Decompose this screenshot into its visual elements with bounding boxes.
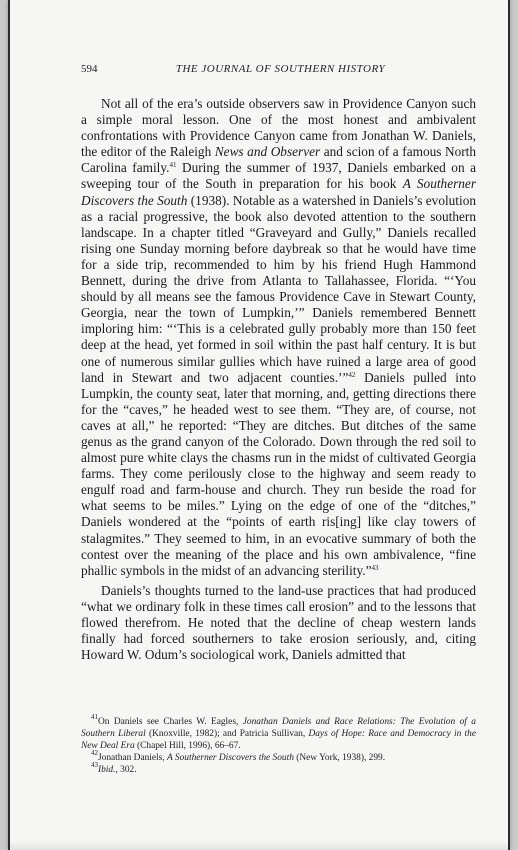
ibid-abbreviation: Ibid. xyxy=(98,765,116,775)
running-head xyxy=(81,63,460,77)
paragraph-text: and scion of a famous North Carolina family. xyxy=(81,144,477,176)
paragraph-text: Daniels pulled into Lumpkin, the county seat, later that morning, and, getting directions there for the “caves,” he headed west to see them. “They are, of course, not caves at all,” he reported: “They are ditches. But ditches of the same genus as the grand canyon of the Colorado. Down through the red soil to almost pure white clays the chasms run in the midst of cultivated Georgia farms. They come perilously close to the highway and seem ready to engulf road and farm-house and church. They run beside the road for what seems to be miles.” Lying on the edge of one of the “ditches,” Daniels wondered at the “points of earth ris[ing] like clay towers of stalagmites.” They seemed to him, in an evocative summary of both the contest over the meaning of the place and his own ambivalence, “fine phallic symbols in the midst of an advancing sterility.” xyxy=(81,369,476,578)
footnote-ref-43: 43 xyxy=(371,563,379,572)
footnote-ref-42: 42 xyxy=(348,370,356,379)
footnote-43 xyxy=(81,761,476,776)
body-text xyxy=(81,96,476,663)
book-page xyxy=(8,0,510,850)
footnote-text: , 302. xyxy=(115,765,137,775)
footnote-ref-41: 41 xyxy=(169,161,177,170)
footnote-text: Jonathan Daniels, xyxy=(98,753,167,763)
footnote-text: (New York, 1938), 299. xyxy=(293,753,386,763)
footnote-text: On Daniels see Charles W. Eagles, xyxy=(98,717,243,727)
footnote-text: (Chapel Hill, 1996), 66–67. xyxy=(134,741,241,751)
footnote-41 xyxy=(81,713,476,752)
footnotes xyxy=(81,713,476,776)
newspaper-title: News and Observer xyxy=(214,144,321,160)
book-title: Days of Hope: Race and Democracy in the New Deal Era xyxy=(81,729,476,751)
book-title: Jonathan Daniels and Race Relations: The Evolution of a Southern Liberal xyxy=(81,717,476,739)
paragraph-1 xyxy=(81,96,476,579)
book-title: A Southerner Discovers the South xyxy=(81,176,476,208)
paragraph-2: Daniels’s thoughts turned to the land-use practices that had produced “what we ordinary folk in these times call erosion” and to the lessons that flowed therefrom. He noted that the decline of cheap western lands finally had forced southerners to take erosion seriously, and, citing Howard W. Odum’s sociological work, Daniels admitted that xyxy=(81,582,476,663)
journal-title: THE JOURNAL OF SOUTHERN HISTORY xyxy=(175,63,386,75)
footnote-number: 42 xyxy=(91,749,98,757)
footnote-text: (Knoxville, 1982); and Patricia Sullivan, xyxy=(145,729,309,739)
page-edge-shadow xyxy=(8,840,510,850)
paragraph-text: Not all of the era’s outside observers saw in Providence Canyon such a simple moral lesson. One of the most honest and ambivalent confrontations with Providence Canyon came from Jonathan W. Daniels, the editor of the Raleigh xyxy=(81,96,476,160)
footnote-42 xyxy=(81,749,476,764)
footnote-number: 43 xyxy=(91,761,98,769)
page-number: 594 xyxy=(81,63,98,75)
paragraph-text: During the summer of 1937, Daniels embarked on a sweeping tour of the South in preparation for his book xyxy=(81,160,477,192)
book-title: A Southerner Discovers the South xyxy=(167,753,294,763)
paragraph-text: (1938). Notable as a watershed in Daniels’s evolution as a racial progressive, the book also devoted attention to the southern landscape. In a chapter titled “Graveyard and Gully,” Daniels recalled rising one Sunday morning before daybreak so that he would have time for a side trip, recommended to him by his friend Hugh Hammond Bennett, during the drive from Atlanta to Tallahassee, Florida. “‘You should by all means see the famous Providence Cave in Stewart County, Georgia, near the town of Lumpkin,’” Daniels remembered Bennett imploring him: “‘This is a celebrated gully probably more than 150 feet deep at the head, yet formed in soil within the past half century. It is but one of numerous similar gullies which have ruined a large area of good land in Stewart and two adjacent counties.’” xyxy=(81,192,476,385)
footnote-number: 41 xyxy=(91,713,98,721)
